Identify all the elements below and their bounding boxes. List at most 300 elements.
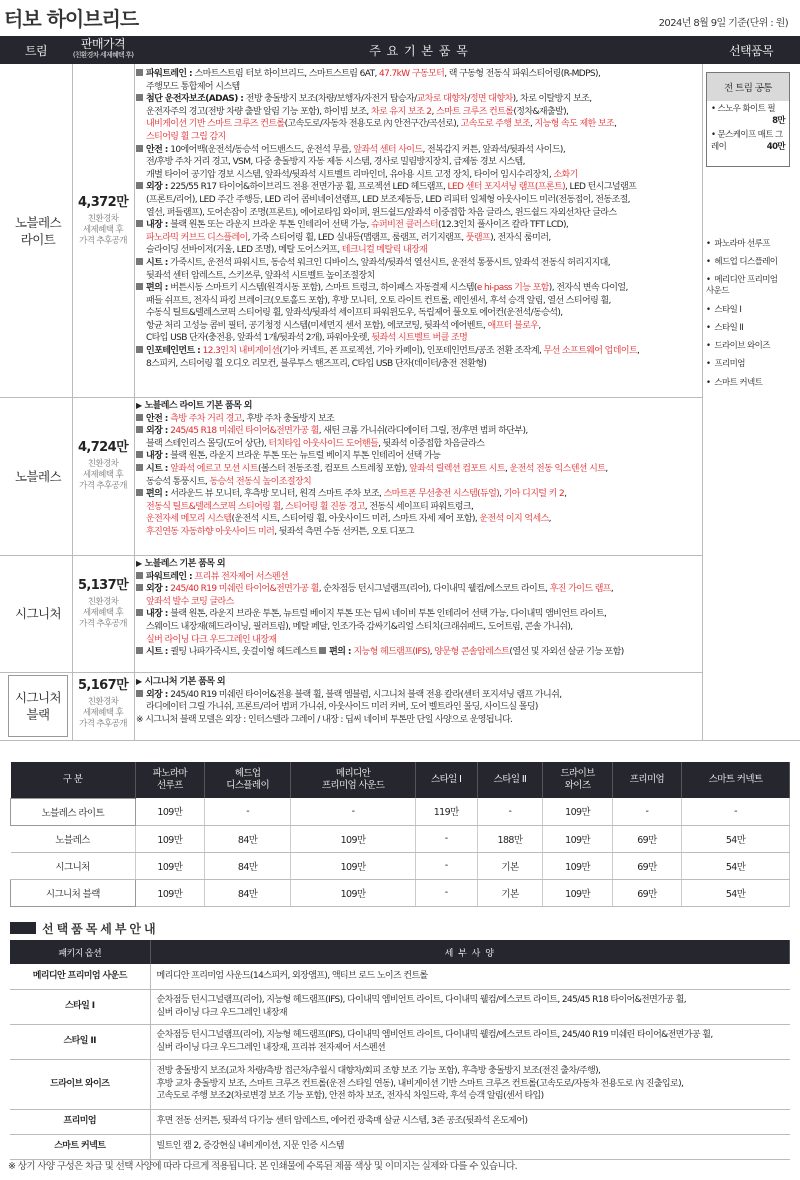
feature-text: , 새틴 크롬 가니쉬(라디에이터 그릴, 전/후면 범퍼 하단부),: [318, 426, 528, 437]
table-row: [11, 879, 790, 906]
feature-text: e hi-pass 기능 포함: [476, 283, 549, 294]
feature-text: 무선 소프트웨어 업데이트: [543, 346, 638, 357]
trim-table-header: [0, 36, 800, 64]
table-row: [10, 1059, 790, 1109]
trim-name-line: 블랙: [26, 707, 50, 722]
bullet-square-icon: [136, 464, 143, 471]
trim-name-line: 노블레스: [15, 468, 61, 484]
detail-col-spec: 세 부 사 양: [150, 940, 790, 964]
feature-line: [136, 156, 702, 169]
feature-line: [136, 345, 702, 358]
feature-text: 첨단 운전자보조(ADAS) :: [146, 94, 246, 105]
feature-text: 47.7kW 구동모터: [379, 69, 445, 79]
feature-line: [136, 320, 702, 333]
package-spec: 빌트인 캠 2, 증강현실 내비게이션, 지문 인증 시스템: [150, 1134, 790, 1159]
feature-text: C타입 USB 단자(충전용, 앞좌석 1개/뒷좌석 2개), 파워아웃렛,: [146, 333, 372, 344]
feature-text: 뒷좌석 센터 암레스트, 스키쓰루, 앞좌석 시트벨트 높이조절장치: [146, 270, 375, 281]
feature-text: 블랙 원톤 또는 라운지 브라운 투톤 인테리어 선택 가능,: [170, 220, 371, 231]
bullet-square-icon: [136, 609, 143, 616]
feature-text: 블랙 원톤, 라운지 브라운 투톤 또는 뉴트럴 베이지 투톤 인테리어 선택 가능: [170, 451, 441, 462]
trim-name: [8, 675, 68, 737]
feature-text: 편의 :: [146, 489, 171, 500]
feature-text: 소화기: [553, 169, 578, 180]
feature-text: 라디에이터 그릴 가니쉬, 프론트/리어 범퍼 가니쉬, 아웃사이드 미러 커버, 도어 벨트라인 몰딩, 사이드실 몰딩): [146, 702, 538, 713]
price-note: 친환경차 세제혜택 후 가격 추후공개: [79, 697, 127, 729]
trim-price: [72, 574, 134, 630]
feature-text: , 순차점등 턴시그널램프(리어), 다이내믹 웰컴/에스코트 라이트,: [318, 584, 550, 595]
feature-text: 스웨이드 내장재(헤드라이닝, 필러트림), 메탈 페달, 인조가죽 감싸기&리얼 스티치(크래쉬패드, 도어트림, 콘솔 가니쉬),: [146, 621, 573, 632]
row-cell: 188만: [477, 825, 543, 852]
trim-features: [136, 68, 702, 370]
footnote: ※ 상기 사양 구성은 차급 및 선택 사양에 따라 다르게 적용됩니다. 본 인쇄물에 수록된 제품 색상 및 이미지는 실제와 다를 수 있습니다.: [8, 1161, 518, 1172]
feature-text: ), 전자식 룸미러,: [490, 232, 551, 243]
price-table-col: 메리디안 프리미엄 사운드: [291, 762, 416, 798]
bullet-square-icon: [136, 572, 143, 579]
feature-line: [136, 144, 702, 157]
feature-text: 전방 충돌방지 보조(차량/보행자/자전거 탑승자/: [245, 94, 417, 105]
feature-text: 가죽시트, 운전석 파워시트, 동승석 워크인 디바이스, 앞좌석/뒷좌석 열선시트, 운전석 통풍시트, 앞좌석 전동식 허리지지대,: [170, 257, 611, 268]
feature-text: 파노라믹 커브드 디스플레이: [146, 232, 248, 243]
feature-text: 내장 :: [146, 220, 171, 231]
feature-text: 개별 타이어 공기압 경보 시스템, 앞좌석/뒷좌석 시트벨트 리마인더, 유아용 시트 고정 장치, 타이어 임시수리장치,: [146, 169, 554, 180]
table-row: [10, 1134, 790, 1159]
triangle-icon: ▶: [136, 677, 142, 686]
feature-text: 내장 :: [146, 451, 171, 462]
feature-line: [136, 701, 702, 714]
feature-line: [136, 295, 702, 308]
feature-line: [136, 207, 702, 220]
feature-text: 245/45 R18 미쉐린 타이어&전면가공 휠: [170, 426, 319, 437]
trim-name-line: 노블레스: [15, 214, 61, 230]
feature-line: [136, 634, 702, 647]
feature-text: , 전동식 세이프티 파워트렁크,: [364, 501, 474, 512]
row-cell: -: [415, 852, 477, 879]
feature-line: [136, 621, 702, 634]
package-name: 프리미엄: [10, 1109, 150, 1134]
row-cell: 69만: [612, 879, 681, 906]
row-cell: 109만: [135, 798, 204, 825]
feature-line: [136, 463, 702, 476]
row-trim: 노블레스 라이트: [11, 798, 136, 825]
feature-text: ,: [529, 119, 535, 130]
trim-name-line: 시그니처: [15, 606, 61, 621]
feature-line: [136, 244, 702, 257]
row-cell: 84만: [205, 825, 291, 852]
feature-line: [136, 169, 702, 182]
row-cell: -: [205, 798, 291, 825]
feature-line: [136, 501, 702, 514]
common-option-item: [707, 101, 789, 129]
feature-text: (12.3인치 풀사이즈 칼라 TFT LCD),: [437, 220, 569, 231]
feature-text: 노블레스 라이트 기본 품목 외: [144, 401, 252, 411]
row-cell: 84만: [205, 852, 291, 879]
feature-text: (프론트/리어), LED 주간 주행등, LED 리어 콤비네이션램프, LED 보조제동등, LED 리피터 일체형 아웃사이드 미러(전동접이, 전동조절,: [146, 194, 630, 205]
feature-text: 슬라이딩 선바이저(거울, LED 조명), 메탈 도어스커프,: [146, 245, 342, 256]
feature-text: 시트 :: [146, 463, 171, 474]
option-list: [706, 235, 786, 392]
row-cell: 109만: [291, 825, 416, 852]
feature-text: 블랙 스테인리스 몰딩(도어 상단),: [146, 438, 269, 449]
feature-text: 파워트레인 :: [146, 571, 195, 582]
feature-text: 수동식 틸트&텔레스코픽 스티어링 휠, 앞좌석/뒷좌석 세이프티 파워윈도우, 독립제어 풀오토 에어컨(운전석/동승석),: [146, 308, 563, 319]
feature-text: (기아 커넥트, 폰 프로젝션, 기아 카페이), 인포테인먼트/공조 전환 조작계,: [279, 346, 544, 357]
table-row: [11, 798, 790, 825]
feature-text: (볼스터 전동조절, 컴포트 스트레칭 포함),: [258, 463, 410, 474]
feature-text: 교차로 대향차: [416, 94, 468, 105]
table-row: [10, 1109, 790, 1134]
row-cell: 54만: [682, 879, 790, 906]
bullet-square-icon: [136, 451, 143, 458]
feature-line: [136, 583, 702, 596]
date-note: 2024년 8월 9일 기준(단위 : 원): [658, 18, 788, 29]
bullet-square-icon: [319, 647, 326, 654]
feature-text: 노블레스 기본 품목 외: [144, 559, 226, 569]
triangle-icon: ▶: [136, 401, 142, 410]
option-name: • 문스케이프 매트 그레이: [711, 130, 783, 152]
feature-text: , 전복감지 커튼, 앞좌석/뒷좌석 사이드),: [422, 144, 566, 155]
feature-text: 시트 :: [146, 257, 171, 268]
feature-line: [136, 608, 702, 621]
feature-text: 슈퍼비전 클러스터: [370, 220, 438, 231]
feature-text: 패들 쉬프트, 전자식 파킹 브레이크(오토홀드 포함), 후방 모니터, 오토 라이트 컨트롤, 레인센서, 후석 승객 알림, 열선 스티어링 휠,: [146, 295, 611, 306]
price-table-col: 헤드업 디스플레이: [205, 762, 291, 798]
feature-text: 225/55 R17 타이어&하이브리드 전용 전면가공 휠, 프로젝션 LED 헤드램프,: [170, 182, 448, 193]
feature-text: 내장 :: [146, 609, 171, 620]
bullet-square-icon: [136, 220, 143, 227]
price-note: 친환경차 세제혜택 후 가격 추후공개: [79, 596, 127, 629]
feature-text: ), 전자식 변속 다이얼,: [548, 283, 628, 294]
feature-text: 후진연동 자동하향 아웃사이드 미러: [146, 526, 275, 537]
feature-text: , 랙 구동형 전동식 파워스티어링(R-MDPS),: [444, 69, 601, 79]
divider: [0, 740, 800, 741]
feature-line: [136, 400, 702, 413]
feature-line: [136, 68, 702, 81]
header-price: [72, 36, 134, 64]
row-cell: 기본: [477, 852, 543, 879]
feature-text: 운전석 전동 익스텐션 시트: [509, 463, 606, 474]
option-list-item: • 메리디안 프리미엄 사운드: [706, 272, 786, 301]
feature-line: [136, 307, 702, 320]
bullet-square-icon: [136, 346, 143, 353]
feature-text: 동승석 전동식 높이조절장치: [209, 476, 312, 487]
feature-text: ,: [431, 106, 436, 117]
option-price-table-header: [11, 762, 790, 798]
trim-features: [136, 400, 702, 539]
price-value: 4,724만: [77, 440, 129, 455]
option-list-item: • 스마트 커넥트: [706, 374, 786, 392]
option-name: • 스노우 화이트 펄: [711, 104, 775, 114]
feature-text: ,: [429, 647, 435, 658]
feature-text: 양문형 콘솔암레스트: [434, 647, 510, 658]
feature-text: 주행모드 통합제어 시스템: [146, 81, 240, 92]
feature-line: [136, 332, 702, 345]
feature-text: , LED 턴시그널램프: [565, 182, 637, 193]
feature-text: ,: [610, 584, 614, 595]
feature-text: ,: [504, 463, 510, 474]
row-cell: 109만: [543, 798, 612, 825]
feature-text: 전동식 틸트&텔레스코픽 스티어링 휠: [146, 501, 281, 512]
price-value: 5,137만: [77, 577, 129, 593]
feature-text: , 가죽 스티어링 휠, LED 실내등(맵램프, 룸램프, 러기지램프,: [247, 232, 466, 243]
feature-text: 버튼시동 스마트키 시스템(원격시동 포함), 스마트 트렁크, 하이패스 자동결제 시스템(: [170, 283, 477, 294]
package-spec: 후면 전동 선커튼, 뒷좌석 다기능 센터 암레스트, 에어컨 광촉매 살균 시스템, 3존 공조(뒷좌석 온도제어): [150, 1109, 790, 1134]
header-price-note: (친환경차 세제혜택 후): [72, 51, 134, 59]
bullet-square-icon: [136, 145, 143, 152]
feature-text: 후진 가이드 램프: [549, 584, 611, 595]
feature-text: (운전석 시트, 스티어링 휠, 아웃사이드 미러, 스마트 자세 제어 포함),: [231, 514, 480, 525]
feature-line: [136, 476, 702, 489]
row-cell: -: [415, 825, 477, 852]
price-value: 5,167만: [77, 678, 129, 693]
feature-line: [136, 106, 702, 119]
package-spec: 메리디안 프리미엄 사운드(14스피커, 외장앰프), 액티브 로드 노이즈 컨트롤: [150, 964, 790, 989]
feature-text: 전/후방 주차 거리 경고, VSM, 다중 충돌방지 자동 제동 시스템, 경사로 밀림방지장치, 급제동 경보 시스템,: [146, 157, 525, 168]
common-option-item: [707, 129, 789, 155]
price-note: 친환경차 세제혜택 후 가격 추후공개: [79, 213, 127, 246]
feature-text: 지능형 속도 제한 보조: [534, 119, 615, 130]
header-trim: 트림: [25, 43, 47, 58]
feature-text: 외장 :: [146, 584, 171, 595]
row-cell: 109만: [291, 879, 416, 906]
feature-line: [136, 257, 702, 270]
price-table-col: 프리미엄: [612, 762, 681, 798]
trim-price: [72, 191, 134, 247]
price-table-col: 파노라마 선루프: [135, 762, 204, 798]
bullet-square-icon: [136, 182, 143, 189]
feature-text: (정차&재출발),: [513, 106, 569, 117]
bullet-square-icon: [136, 414, 143, 421]
feature-line: [136, 425, 702, 438]
feature-line: [136, 194, 702, 207]
package-name: 스타일 II: [10, 1024, 150, 1059]
option-price: 40만: [766, 142, 785, 152]
feature-text: 항균 처리 고성능 콤비 필터, 공기청정 시스템(미세먼지 센서 포함), 에코코팅, 뒷좌석 에어벤트,: [146, 320, 488, 331]
row-trim: 시그니처: [11, 852, 136, 879]
price-value: 4,372만: [77, 194, 129, 210]
row-cell: -: [477, 798, 543, 825]
feature-text: 기아 디지털 키 2: [503, 489, 565, 500]
feature-line: [136, 513, 702, 526]
package-name: 메리디안 프리미엄 사운드: [10, 964, 150, 989]
option-price: 8만: [772, 116, 785, 126]
feature-text: 외장 :: [146, 689, 171, 700]
feature-text: 프리뷰 전자제어 서스펜션: [194, 571, 289, 582]
feature-text: 블랙 원톤, 라운지 브라운 투톤, 뉴트럴 베이지 투톤 또는 딥씨 네이비 투톤 인테리어 선택 가능, 다이내믹 앰비언트 라이트,: [170, 609, 607, 620]
row-cell: 54만: [682, 852, 790, 879]
detail-section-title: 선 택 품 목 세 부 안 내: [10, 920, 155, 937]
feature-text: 스티어링 휠 그립 감지: [146, 131, 226, 142]
feature-text: ,: [538, 320, 541, 331]
feature-text: 스마트 크루즈 컨트롤: [435, 106, 514, 117]
feature-text: 앞좌석 에르고 모션 시트: [170, 463, 258, 474]
feature-text: 열선, 퍼들램프), 도어손잡이 조명(프론트), 에어로타입 와이퍼, 윈드쉴드/앞좌석 이중접합 차음 글라스, 윈드쉴드 자외선차단 글라스: [146, 207, 617, 218]
bullet-square-icon: [136, 258, 143, 265]
row-cell: 기본: [477, 879, 543, 906]
feature-text: , 뒷좌석 측면 수동 선커튼, 오토 디포그: [274, 526, 414, 537]
price-table-col: 스타일 I: [415, 762, 477, 798]
feature-line: [136, 488, 702, 501]
feature-text: ,: [614, 119, 617, 130]
feature-text: (고속도로/자동차 전용도로 內 안전구간/곡선로),: [284, 119, 461, 130]
bullet-square-icon: [136, 283, 143, 290]
feature-text: 동승석 통풍시트,: [146, 476, 210, 487]
table-row: [10, 964, 790, 989]
feature-text: 운전자세 메모리 시스템: [146, 514, 232, 525]
row-cell: -: [612, 798, 681, 825]
trim-name: [4, 397, 72, 555]
feature-text: 퀼팅 나파가죽시트, 웃걸이형 헤드레스트: [170, 647, 320, 658]
feature-text: LED 센터 포지셔닝 램프(프론트): [447, 182, 566, 193]
feature-text: ※ 시그니처 블랙 모델은 외장 : 인터스텔라 그레이 / 내장 : 딥씨 네이비 투톤만 단일 사양으로 운영됩니다.: [136, 714, 513, 725]
row-cell: 84만: [205, 879, 291, 906]
feature-text: 애프터 블로우: [487, 320, 539, 331]
feature-text: 외장 :: [146, 182, 171, 193]
feature-line: [136, 270, 702, 283]
divider: [0, 672, 702, 673]
table-row: [11, 825, 790, 852]
feature-line: [136, 676, 702, 689]
feature-line: [136, 81, 702, 94]
feature-line: [136, 714, 702, 727]
feature-line: [136, 282, 702, 295]
feature-text: ,: [499, 489, 504, 500]
row-cell: 69만: [612, 825, 681, 852]
feature-text: 안전 :: [146, 144, 171, 155]
feature-text: 앞좌석 릴렉션 컴포트 시트: [409, 463, 505, 474]
package-spec: 순차점등 턴시그널램프(리어), 지능형 헤드램프(IFS), 다이내믹 엠비언트 라이트, 다이내믹 웰컴/에스코트 라이트, 245/40 R19 미쉐린 타이어&전면가공 휠, 실버 라이닝 다크 우드그레인 내장재, 프리뷰 전자제어 서스펜션: [150, 1024, 790, 1059]
row-cell: 109만: [543, 879, 612, 906]
bullet-square-icon: [136, 647, 143, 654]
row-cell: -: [682, 798, 790, 825]
feature-text: ,: [548, 514, 551, 525]
feature-line: [136, 526, 702, 539]
feature-text: 편의 :: [146, 283, 171, 294]
divider: [72, 64, 73, 740]
feature-text: 시그니처 기본 품목 외: [144, 677, 226, 687]
feature-text: 내비게이션 기반 스마트 크루즈 컨트롤: [146, 119, 285, 130]
feature-line: [136, 571, 702, 584]
feature-line: [136, 450, 702, 463]
feature-text: ,: [605, 463, 608, 474]
feature-text: ,: [280, 501, 286, 512]
row-cell: 54만: [682, 825, 790, 852]
row-cell: 109만: [543, 825, 612, 852]
row-cell: -: [415, 879, 477, 906]
divider: [0, 555, 702, 556]
price-table-col: 드라이브 와이즈: [543, 762, 612, 798]
feature-text: ,: [564, 489, 567, 500]
feature-text: 터치타입 아웃사이드 도어핸들: [268, 438, 379, 449]
header-options: 선택품목: [729, 43, 773, 58]
package-spec: 전방 충돌방지 보조(교차 차량/측방 접근차/추월시 대향차/회피 조향 보조 기능 포함), 후측방 충돌방지 보조(전진 출차/주행), 후방 교차 충돌방지 보조, 스마트 크루즈 컨트롤(운전 스타일 연동), 내비게이션 기반 스마트 크루즈 컨트롤(고속도로/자동차 전용도로 內 진출입로), 고속도로 주행 보조2(차로변경 보조 기능 포함), 안전 하차 보조, 전자식 차일드락, 후석 승객 알림(센서 타입): [150, 1059, 790, 1109]
triangle-icon: ▶: [136, 559, 142, 568]
bullet-square-icon: [136, 426, 143, 433]
row-cell: 109만: [135, 879, 204, 906]
row-trim: 시그니처 블랙: [11, 879, 136, 906]
feature-text: 스마트스트림 터보 하이브리드, 스마트스트림 6AT,: [194, 69, 380, 79]
row-cell: 119만: [415, 798, 477, 825]
feature-line: [136, 689, 702, 702]
feature-text: 실버 라이닝 다크 우드그레인 내장재: [146, 634, 277, 645]
feature-text: , 후방 주차 충돌방지 보조: [241, 413, 335, 424]
common-options-header: 전 트림 공통: [707, 73, 789, 101]
feature-text: ), 차로 이탈방지 보조,: [512, 94, 592, 105]
package-name: 드라이브 와이즈: [10, 1059, 150, 1109]
feature-text: 앞좌석 센터 사이드: [353, 144, 423, 155]
header-price-label: 판매가격: [81, 37, 125, 51]
feature-text: 안전 :: [146, 413, 171, 424]
package-name: 스마트 커넥트: [10, 1134, 150, 1159]
feature-line: [136, 131, 702, 144]
feature-line: [136, 558, 702, 571]
feature-text: 스티어링 휠 진동 경고: [285, 501, 365, 512]
feature-line: [136, 93, 702, 106]
feature-text: 운전자주의 경고(전방 차량 출발 알림 기능 포함), 하이빔 보조,: [146, 106, 371, 117]
trim-features: [136, 558, 702, 659]
feature-text: 고속도로 주행 보조: [460, 119, 530, 130]
header-features: 주 요 기 본 품 목: [369, 43, 469, 58]
table-row: [10, 1024, 790, 1059]
trim-features: [136, 676, 702, 726]
feature-line: [136, 219, 702, 232]
row-cell: 109만: [135, 825, 204, 852]
option-price-table: [10, 762, 790, 907]
trim-price: [72, 674, 134, 730]
feature-text: 뒷좌석 시트벨트 버클 조명: [371, 333, 468, 344]
feature-text: 앞좌석 발수 코팅 글라스: [146, 596, 234, 607]
feature-text: 서라운드 뷰 모니터, 후측방 모니터, 원격 스마트 주차 보조,: [170, 489, 384, 500]
feature-line: [136, 646, 702, 659]
feature-line: [136, 181, 702, 194]
feature-text: 10에어백(운전석/동승석 어드밴스드, 운전석 무릎,: [170, 144, 354, 155]
feature-text: 245/40 R19 미쉐린 타이어&전면가공 휠: [170, 584, 319, 595]
feature-text: 편의 :: [329, 647, 354, 658]
feature-text: (열선 및 자외선 살균 기능 포함): [509, 647, 624, 658]
row-cell: 69만: [612, 852, 681, 879]
feature-line: [136, 358, 702, 371]
trim-name: [4, 64, 72, 397]
option-list-item: • 파노라마 선루프: [706, 235, 786, 253]
feature-text: 정면 대향차: [469, 94, 513, 105]
option-list-item: • 프리미엄: [706, 355, 786, 373]
divider: [702, 64, 703, 740]
price-table-col: 스타일 II: [477, 762, 543, 798]
divider: [134, 64, 135, 740]
feature-line: [136, 596, 702, 609]
feature-text: 풋램프: [465, 232, 491, 243]
feature-text: 파워트레인 :: [146, 69, 195, 79]
bullet-square-icon: [136, 690, 143, 697]
common-options-box: [706, 72, 790, 167]
feature-text: 테크니컬 메탈릭 내장재: [341, 245, 428, 256]
feature-line: [136, 413, 702, 426]
option-detail-table: [10, 940, 790, 1160]
feature-text: 8스피커, 스티어링 휠 오디오 리모컨, 블루투스 핸즈프리, C타입 USB 단자(데이터/충전 전환형): [146, 358, 487, 369]
price-note: 친환경차 세제혜택 후 가격 추후공개: [79, 459, 127, 491]
feature-text: 스마트폰 무선충전 시스템(듀얼): [383, 489, 500, 500]
package-spec: 순차점등 턴시그널램프(리어), 지능형 헤드램프(IFS), 다이내믹 엠비언트 라이트, 다이내믹 웰컴/에스코트 라이트, 245/45 R18 타이어&전면가공 휠, 실버 라이닝 다크 우드그레인 내장재: [150, 989, 790, 1024]
option-list-item: • 헤드업 디스플레이: [706, 253, 786, 271]
package-name: 스타일 I: [10, 989, 150, 1024]
option-list-item: • 드라이브 와이즈: [706, 337, 786, 355]
row-cell: 109만: [543, 852, 612, 879]
feature-text: 측방 주차 거리 경고: [170, 413, 242, 424]
table-row: [10, 989, 790, 1024]
detail-col-package: 패키지 옵션: [10, 940, 150, 964]
trim-name-line: 라이트: [20, 231, 56, 247]
feature-line: [136, 232, 702, 245]
page-title: 터보 하이브리드: [4, 7, 139, 31]
